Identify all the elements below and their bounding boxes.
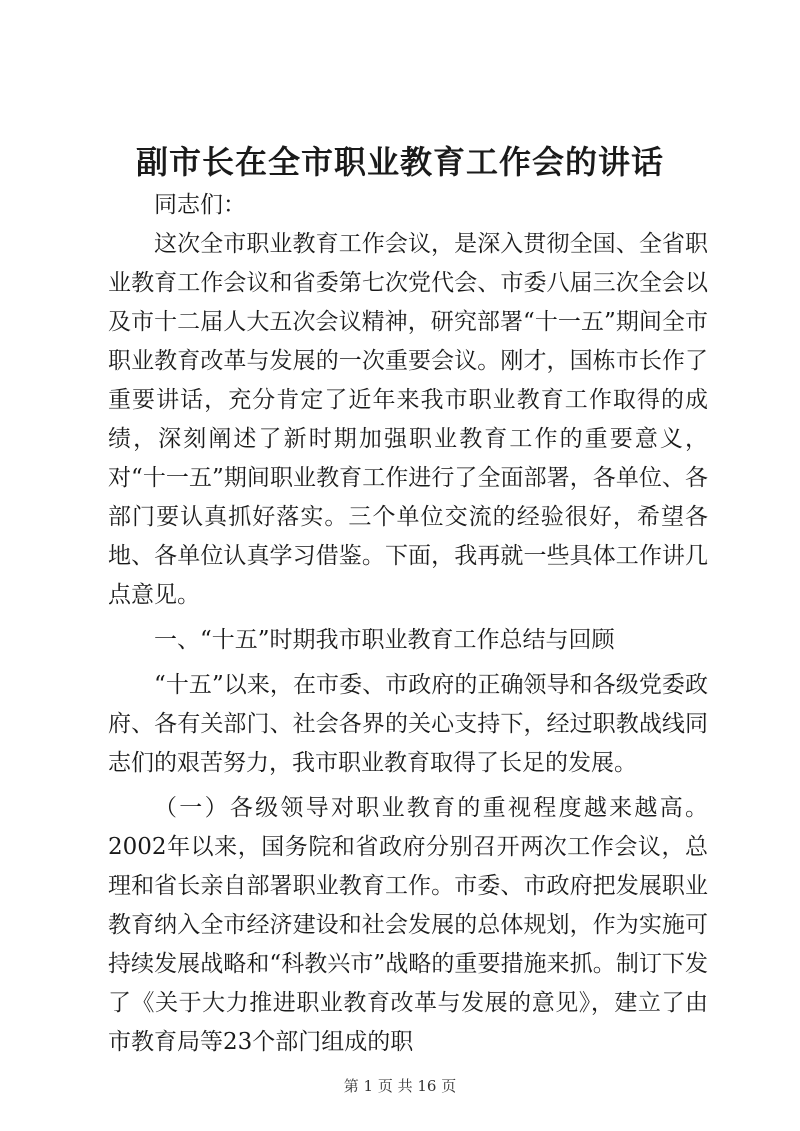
section-heading: 一、“十五”时期我市职业教育工作总结与回顾: [154, 627, 615, 653]
intro-paragraph: 这次全市职业教育工作会议，是深入贯彻全国、全省职业教育工作会议和省委第七次党代会、市委八届三次全会以及市十二届人大五次会议精神，研究部署“十一五”期间全市职业教育改革与发展的一次重要会议。刚才，国栋市长作了重要讲话，充分肯定了近年来我市职业教育工作取得的成绩，深刻阐述了新时期加强职业教育工作的重要意义，对“十一五”期间职业教育工作进行了全面部署，各单位、各部门要认真抓好落实。三个单位交流的经验很好，希望各地、各单位认真学习借鉴。下面，我再就一些具体工作讲几点意见。: [108, 231, 708, 608]
page-number-label: 第 1 页 共 16 页: [343, 1077, 457, 1095]
page-footer: [0, 1075, 800, 1096]
section-paragraph: （一）各级领导对职业教育的重视程度越来越高。2002年以来，国务院和省政府分别召开两次工作会议，总理和省长亲自部署职业教育工作。市委、市政府把发展职业教育纳入全市经济建设和社会发展的总体规划，作为实施可持续发展战略和“科教兴市”战略的重要措施来抓。制订下发了《关于大力推进职业教育改革与发展的意见》，建立了由市教育局等23个部门组成的职: [108, 795, 708, 1055]
document-title: 副市长在全市职业教育工作会的讲话: [135, 143, 664, 181]
salutation: 同志们：: [154, 192, 246, 218]
section-paragraph: “十五”以来，在市委、市政府的正确领导和各级党委政府、各有关部门、社会各界的关心支持下，经过职教战线同志们的艰苦努力，我市职业教育取得了长足的发展。: [108, 672, 708, 776]
document-body: [108, 186, 708, 1062]
